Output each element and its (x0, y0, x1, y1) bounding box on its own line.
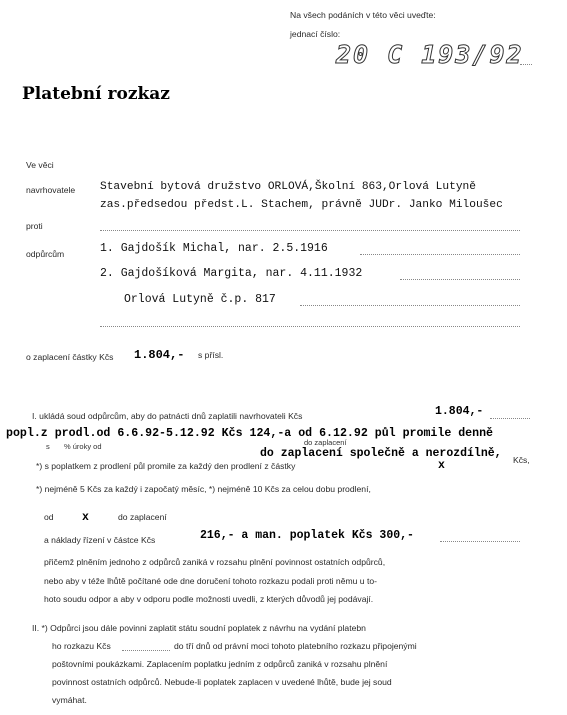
cross-mark: x (438, 459, 445, 472)
cross-mark: x (82, 511, 89, 524)
dotted-line (400, 279, 520, 280)
dotted-line (300, 305, 520, 306)
section2-line1: II. *) Odpůrci jsou dále povinni zaplatit státu soudní poplatek z návrhu na vydání platebn (32, 623, 366, 633)
section1-prefix: I. ukládá soud odpůrcům, aby do patnácti dnů zaplatili navrhovateli Kčs (32, 411, 303, 421)
section1-p3: hoto soudu odpor a aby v odporu podle možnosti uvedli, z kterých důvodů jej podávají. (44, 594, 374, 604)
dotted-line (100, 230, 520, 231)
label-odpurcum: odpůrcům (26, 249, 65, 259)
dotted-line (440, 541, 520, 542)
kcs-label: Kčs, (513, 455, 530, 465)
section1-p1: přičemž plněním jednoho z odpůrců zaniká v rozsahu plnění povinnost ostatních odpůrců, (44, 557, 386, 567)
label-s-prisl: s přísl. (198, 350, 224, 360)
section1-line5: *) nejméně 5 Kčs za každý i započatý měsíc, *) nejméně 10 Kčs za celou dobu prodlení, (36, 484, 371, 494)
case-number-stamp: 20 C 193/92 (336, 40, 524, 69)
section2-line4: povinnost ostatních odpůrců. Nebude-li poplatek zaplacen v uvedené lhůtě, bude jej soud (52, 677, 392, 687)
label-proti: proti (26, 221, 43, 231)
section1-p2: nebo aby v téže lhůtě počítané ode dne doručení tohoto rozkazu podali proti němu u to- (44, 576, 377, 586)
joint-liability-typed: do zaplacení společně a nerozdílně, (260, 447, 502, 460)
section2-line5: vymáhat. (52, 695, 87, 705)
section2-line3: poštovními poukázkami. Zaplacením poplatku jedním z odpůrců zaniká v rozsahu plnění (52, 659, 388, 669)
label-navrhovatele: navrhovatele (26, 185, 76, 195)
respondent-address: Orlová Lutyně č.p. 817 (124, 293, 276, 306)
claimant-line2: zas.předsedou předst.L. Stachem, právně JUDr. Janko Miloušec (100, 199, 503, 211)
dotted-line (100, 326, 520, 327)
claim-amount: 1.804,- (134, 348, 185, 362)
label-ve-veci: Ve věci (26, 160, 54, 170)
label-naklady: a náklady řízení v částce Kčs (44, 535, 156, 545)
document-title: Platební rozkaz (22, 84, 170, 104)
header-note: Na všech podáních v této věci uveďte: (290, 10, 436, 20)
section2-line2b: do tří dnů od právní moci tohoto platebního rozkazu připojenými (174, 641, 417, 651)
section1-amount: 1.804,- (435, 405, 484, 418)
label-o-zaplaceni: o zaplacení částky Kčs (26, 352, 114, 362)
dotted-line (122, 650, 170, 651)
form-s: s (46, 442, 50, 451)
respondent-1: 1. Gajdošík Michal, nar. 2.5.1916 (100, 242, 328, 255)
respondent-2: 2. Gajdošíková Margita, nar. 4.11.1932 (100, 267, 363, 280)
dotted-line (360, 254, 520, 255)
case-number-label: jednací číslo: (290, 29, 341, 39)
section2-line2a: ho rozkazu Kčs (52, 641, 111, 651)
form-do-zaplaceni: do zaplacení (304, 438, 347, 447)
label-do-zaplaceni: do zaplacení (118, 512, 167, 522)
costs-typed: 216,- a man. poplatek Kčs 300,- (200, 529, 414, 542)
claimant-line1: Stavební bytová družstvo ORLOVÁ,Školní 863,Orlová Lutyně (100, 181, 476, 193)
dotted-line (490, 418, 530, 419)
section1-line4: *) s poplatkem z prodlení půl promile za každý den prodlení z částky (36, 461, 296, 471)
late-fee-typed: popl.z prodl.od 6.6.92-5.12.92 Kčs 124,-a od 6.12.92 půl promile denně (6, 427, 494, 440)
stamp-underline (520, 64, 532, 65)
label-od: od (44, 512, 54, 522)
form-interest: % úroky od (64, 442, 102, 451)
